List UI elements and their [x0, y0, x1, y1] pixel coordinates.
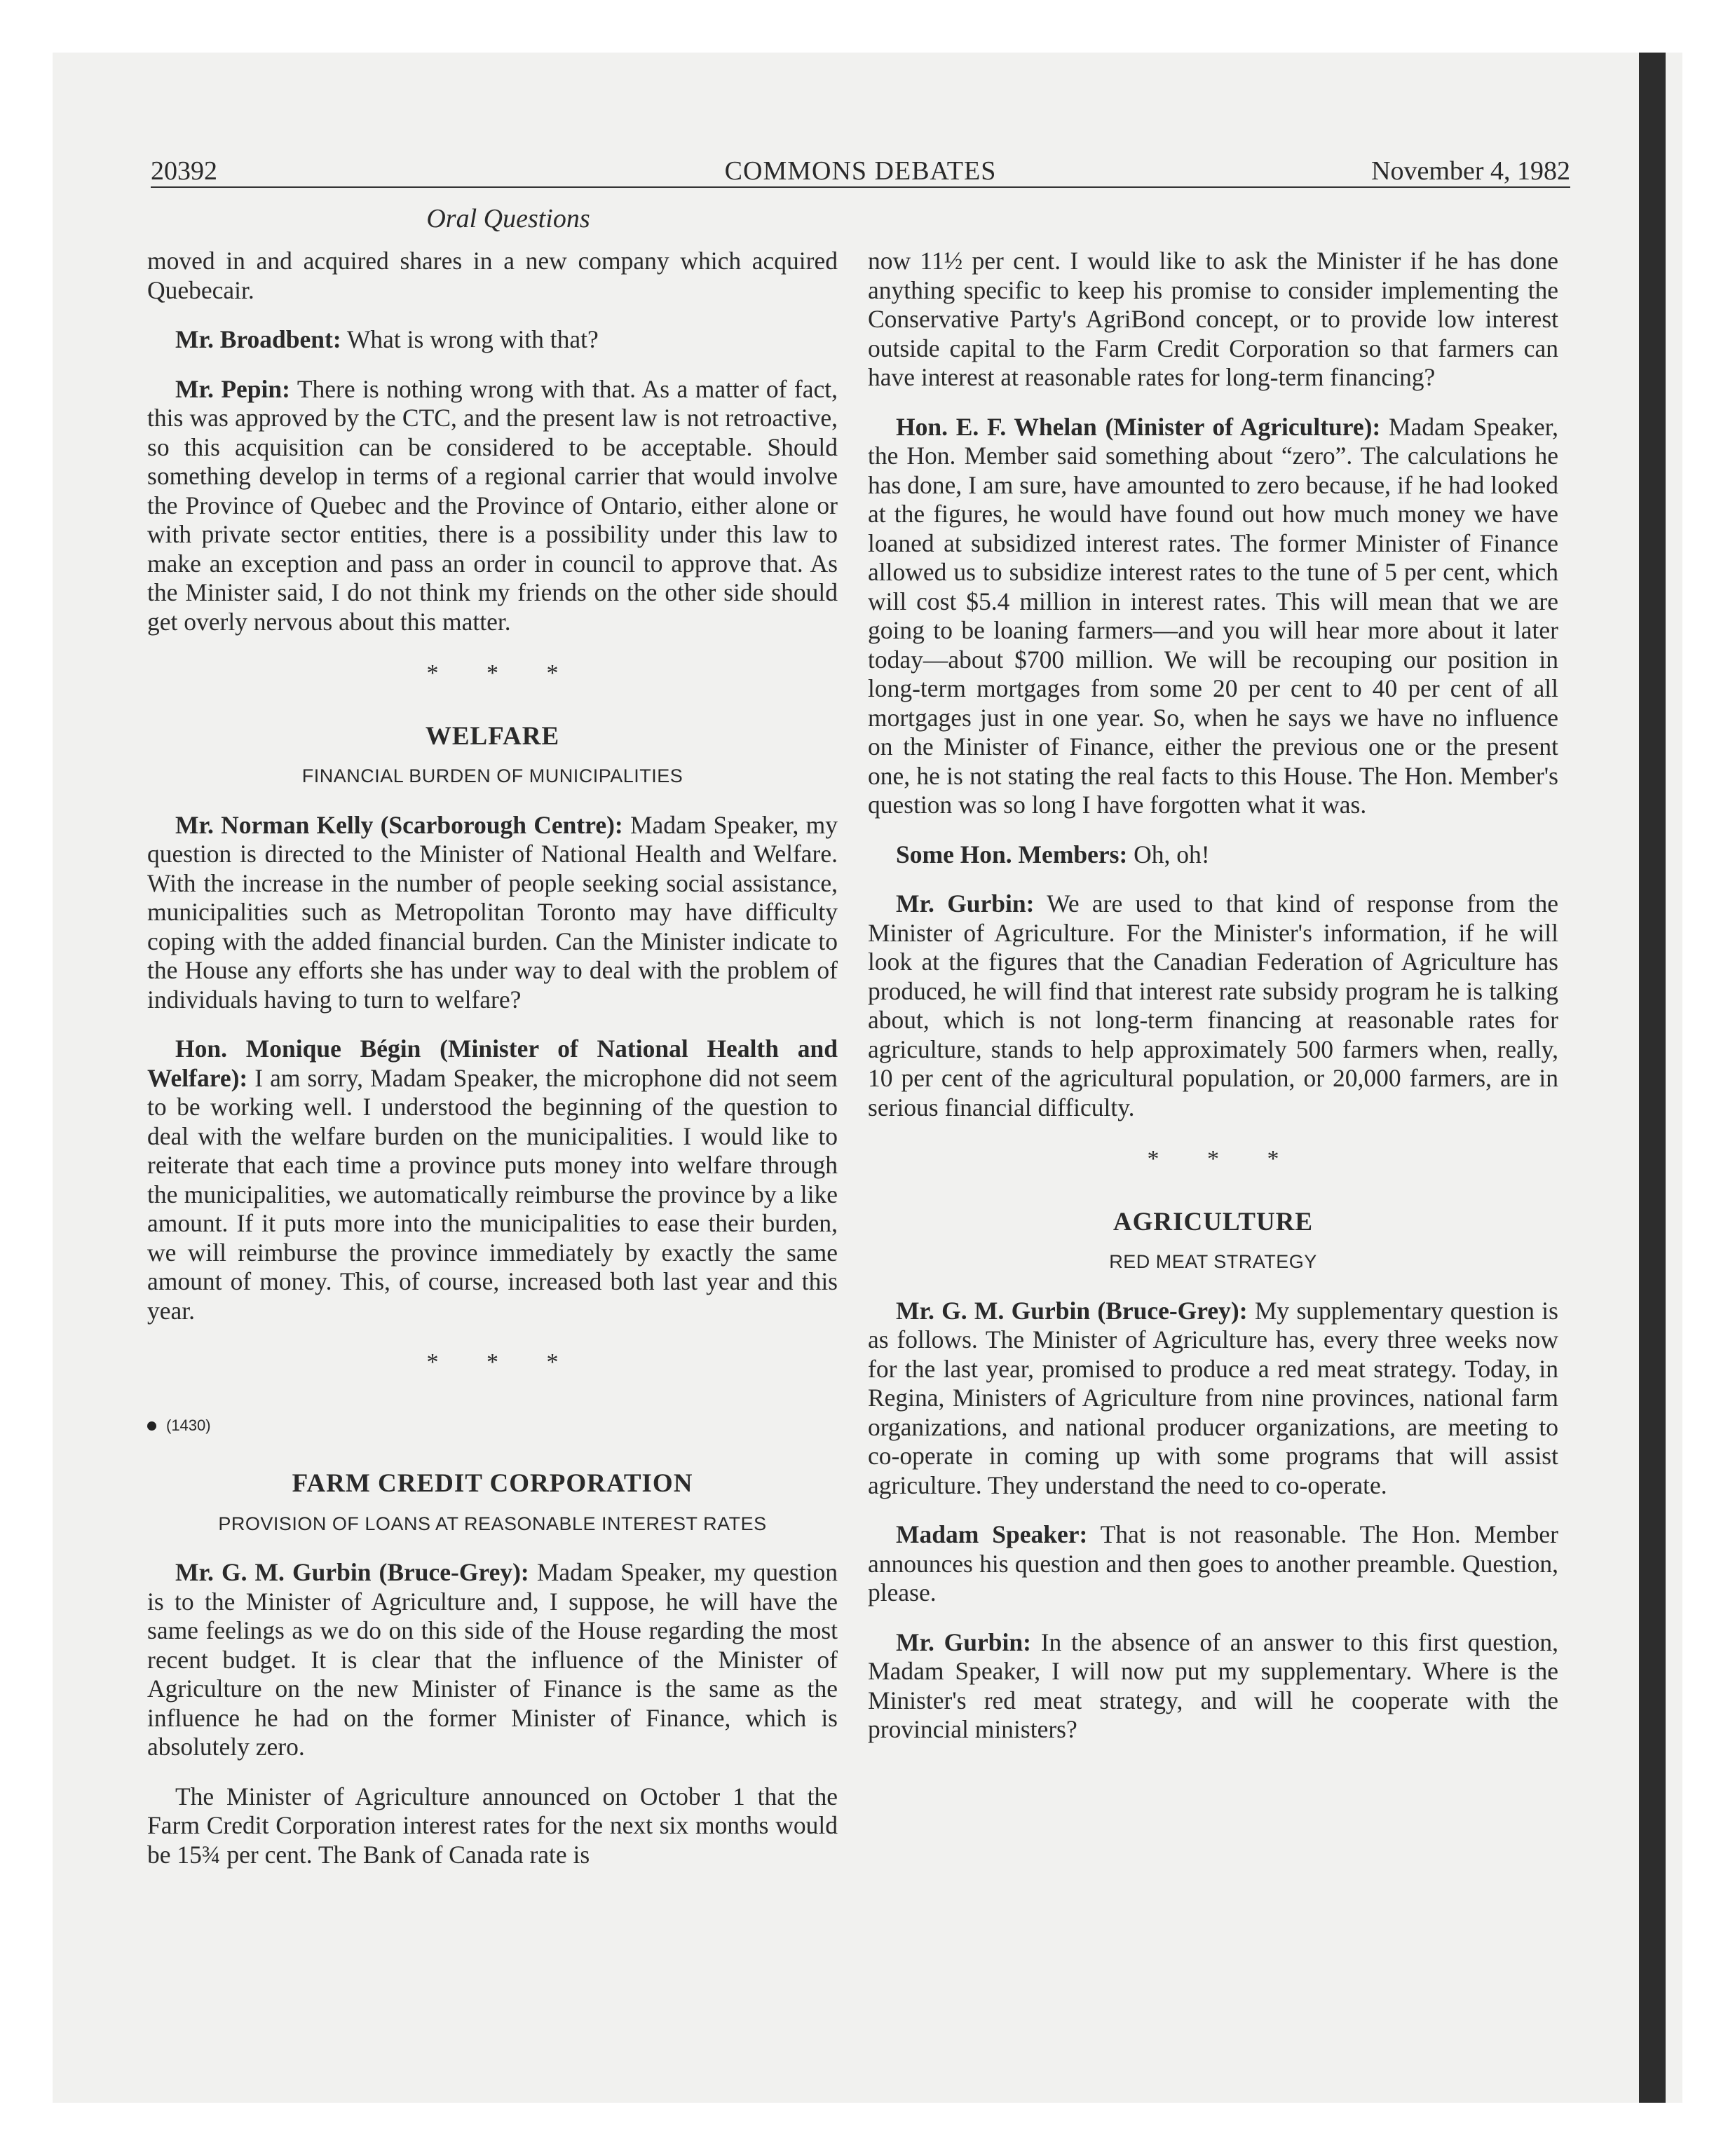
speech-text: What is wrong with that?	[341, 325, 599, 353]
page-date: November 4, 1982	[1371, 156, 1570, 186]
section-subtitle: Oral Questions	[426, 204, 590, 233]
speaker-name: Hon. E. F. Whelan (Minister of Agriculture):	[896, 412, 1381, 441]
paragraph	[147, 811, 838, 1015]
time-marker-text: (1430)	[166, 1416, 211, 1434]
right-column	[868, 247, 1558, 1765]
speech-text: Madam Speaker, the Hon. Member said something about “zero”. The calculations he has done, I am sure, have amounted to zero because, if he had looked at the figures, he would have found out how much money we have loaned at subsidized interest rates. The former Minister of Finance allowed us to subsidize interest rates to the tune of 5 per cent, which will cost $5.4 million in interest rates. This will mean that we are going to be loaning farmers—and you will hear more about it later today—about $700 million. We will be recouping our position in long-term mortgages from some 20 per cent to 40 per cent of all mortgages just in one year. So, when he says we have no influence on the Minister of Finance, either the previous one or the present one, he is not stating the real facts to this House. The Hon. Member's question was so long I have forgotten what it was.	[868, 412, 1559, 819]
speaker-name: Madam Speaker:	[896, 1520, 1088, 1548]
paragraph	[147, 325, 838, 355]
paragraph	[147, 375, 838, 637]
paragraph: The Minister of Agriculture announced on October 1 that the Farm Credit Corporation interest rates for the next six months would be 15¾ per cent. The Bank of Canada rate is	[147, 1782, 838, 1869]
page-number: 20392	[151, 156, 217, 186]
page-header	[151, 156, 1570, 188]
speech-text: There is nothing wrong with that. As a matter of fact, this was approved by the CTC, and the present law is not retroactive, so this acquisition can be considered to be acceptable. Should something develop in terms of a regional carrier that would involve the Province of Quebec and the Province of Ontario, either alone or with private sector entities, there is a possibility under this law to make an exception and pass an order in council to approve that. As the Minister said, I do not think my friends on the other side should get overly nervous about this matter.	[147, 374, 838, 636]
bullet-icon	[147, 1421, 156, 1431]
section-heading: AGRICULTURE	[1113, 1207, 1314, 1236]
speaker-name: Mr. G. M. Gurbin (Bruce-Grey):	[175, 1558, 529, 1586]
speaker-name: Mr. Norman Kelly (Scarborough Centre):	[175, 810, 623, 839]
speech-text: Oh, oh!	[1127, 840, 1210, 868]
speech-text: We are used to that kind of response from the Minister of Agriculture. For the Minister's information, if he will look at the figures that the Canadian Federation of Agriculture has produced, he will find that interest rate subsidy program he is talking about, which is not long-term financing at reasonable rates for agriculture, stands to help approximately 500 farmers when, really, 10 per cent of the agricultural population, or 20,000 farmers, are in serious financial difficulty.	[868, 889, 1558, 1121]
paragraph	[868, 840, 1558, 870]
section-heading: FARM CREDIT CORPORATION	[292, 1469, 693, 1498]
speech-text: Madam Speaker, my question is to the Minister of Agriculture and, I suppose, he will have the same feelings as we do on this side of the House regarding the most recent budget. It is clear that the influence of the Minister of Agriculture on the new Minister of Finance is the same as the influence he had on the former Minister of Finance, which is absolutely zero.	[147, 1558, 838, 1761]
speech-text: I am sorry, Madam Speaker, the microphone did not seem to be working well. I understood the beginning of the question to deal with the welfare burden on the municipalities. I would like to reiterate that each time a province puts money into welfare through the municipalities, we automatically reimburse the province by a like amount. If it puts more into the municipalities to ease their burden, we will reimburse the province immediately by exactly the same amount of money. This, of course, increased both last year and this year.	[147, 1063, 838, 1325]
speaker-name: Hon. Monique Bégin (Minister of National Health and Welfare):	[147, 1035, 838, 1092]
section-subheading: FINANCIAL BURDEN OF MUNICIPALITIES	[301, 765, 683, 786]
speaker-name: Some Hon. Members:	[896, 840, 1128, 868]
speech-text: Madam Speaker, my question is directed to the Minister of National Health and Welfare. With the increase in the number of people seeking social assistance, municipalities such as Metropolitan Toronto may have difficulty coping with the added financial burden. Can the Minister indicate to the House any efforts she has under way to deal with the problem of individuals having to turn to welfare?	[147, 810, 838, 1014]
paragraph	[147, 1558, 838, 1762]
paragraph	[868, 889, 1558, 1122]
section-separator: * * *	[426, 1349, 580, 1375]
speaker-name: Mr. Broadbent:	[175, 325, 341, 353]
paragraph: now 11½ per cent. I would like to ask the Minister if he has done anything specific to keep his promise to consider implementing the Conservative Party's AgriBond concept, or to provide low interest outside capital to the Farm Credit Corporation so that farmers can have interest at reasonable rates for long-term financing?	[868, 247, 1558, 391]
paragraph	[868, 1520, 1558, 1608]
paragraph	[868, 1628, 1558, 1745]
publication-title: COMMONS DEBATES	[724, 156, 997, 186]
speaker-name: Mr. Gurbin:	[896, 889, 1035, 917]
paragraph: moved in and acquired shares in a new company which acquired Quebecair.	[147, 247, 838, 304]
paragraph	[868, 413, 1558, 820]
section-subheading: PROVISION OF LOANS AT REASONABLE INTEREST RATES	[218, 1513, 767, 1534]
speaker-name: Mr. Gurbin:	[896, 1628, 1031, 1656]
paragraph	[868, 1297, 1558, 1501]
speaker-name: Mr. G. M. Gurbin (Bruce-Grey):	[896, 1296, 1248, 1325]
speaker-name: Mr. Pepin:	[175, 374, 290, 403]
section-separator: * * *	[426, 660, 580, 686]
speech-text: My supplementary question is as follows. The Minister of Agriculture has, every three weeks now for the last year, promised to produce a red meat strategy. Today, in Regina, Ministers of Agriculture from nine provinces, national farm organizations, and national producer organizations, are meeting to co-operate in coming up with some programs that will assist agriculture. They understand the need to co-operate.	[868, 1296, 1558, 1499]
section-heading: WELFARE	[425, 721, 560, 751]
time-marker	[147, 1411, 838, 1440]
section-separator: * * *	[1147, 1146, 1300, 1172]
section-subheading: RED MEAT STRATEGY	[1109, 1251, 1317, 1272]
paragraph	[147, 1035, 838, 1325]
speech-text: That is not reasonable. The Hon. Member announces his question and then goes to another preamble. Question, please.	[868, 1520, 1558, 1606]
scan-edge-shadow	[1639, 53, 1666, 2103]
left-column	[147, 247, 838, 1890]
speech-text: In the absence of an answer to this first question, Madam Speaker, I will now put my supplementary. Where is the Minister's red meat strategy, and will he cooperate with the provincial ministers?	[868, 1628, 1558, 1743]
